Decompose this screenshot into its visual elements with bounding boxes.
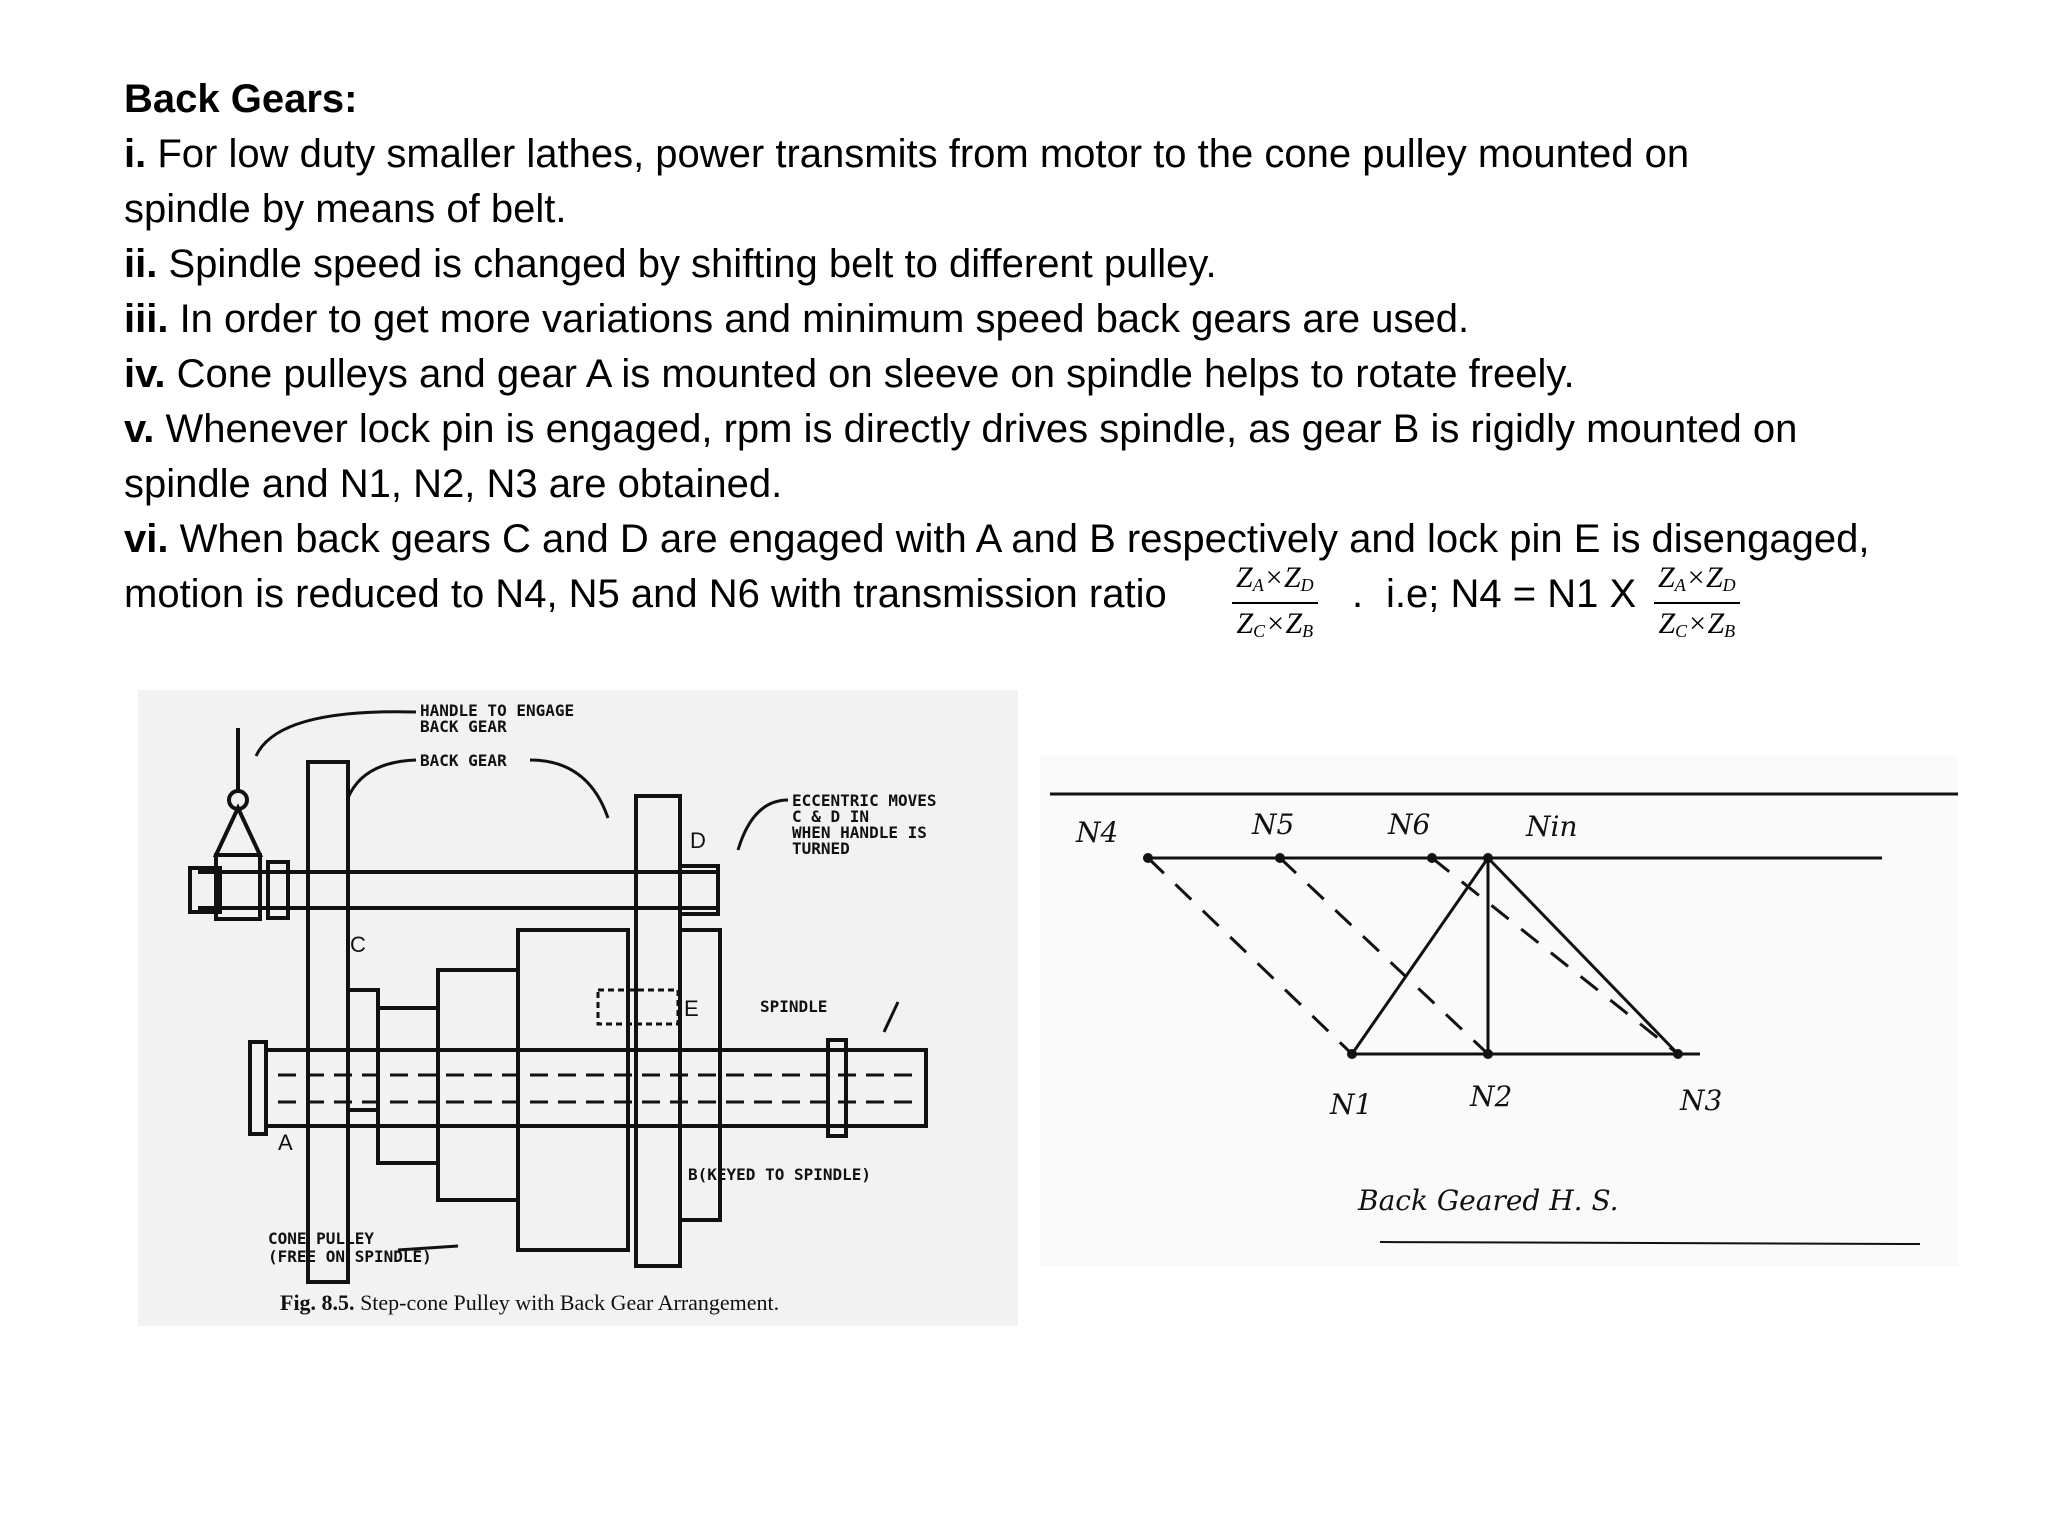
cone-step-2 (438, 970, 518, 1200)
point-text: Whenever lock pin is engaged, rpm is directly drives spindle, as gear B is rigidly mounted on (154, 407, 1798, 451)
label-eccentric-4: TURNED (792, 839, 850, 858)
speed-diagram (1040, 756, 1958, 1266)
ratio-denominator: $Z_C\times Z_B$ (1658, 607, 1736, 641)
label-handle: HANDLE TO ENGAGE (420, 701, 575, 720)
pulley-drawing (138, 690, 1018, 1326)
point-3 (124, 292, 1924, 347)
point-number: iii. (124, 297, 169, 341)
point-text: spindle and N1, N2, N3 are obtained. (124, 462, 783, 506)
label-n1: N1 (1330, 1088, 1373, 1121)
point-number: ii. (124, 242, 158, 286)
heading: Back Gears: (124, 77, 358, 121)
ratio-denominator: $Z_C\times Z_B$ (1236, 607, 1314, 641)
label-n6: N6 (1388, 808, 1431, 841)
label-back-gear: BACK GEAR (420, 751, 507, 770)
gear-c (308, 762, 348, 1282)
label-n3: N3 (1680, 1084, 1723, 1117)
label-e: E (684, 996, 699, 1021)
label-nin: Nin (1526, 810, 1578, 843)
label-c: C (350, 932, 366, 957)
point-number: iv. (124, 352, 166, 396)
ratio-numerator: $Z_A\times Z_D$ (1654, 561, 1740, 604)
label-cone-1: CONE PULLEY (268, 1229, 374, 1248)
point-number: vi. (124, 517, 169, 561)
label-spindle: SPINDLE (760, 997, 828, 1016)
point-text: For low duty smaller lathes, power transmits from motor to the cone pulley mounted on (146, 132, 1690, 176)
point-5-cont (124, 457, 1924, 512)
speed-diagram-figure (1040, 756, 1958, 1266)
main-text (124, 72, 1924, 641)
label-eccentric-2: C & D IN (792, 807, 870, 826)
cone-step-1 (378, 1008, 438, 1163)
ie-text: i.e; N4 = N1 X (1386, 572, 1637, 616)
transmission-ratio (1232, 561, 1318, 651)
label-b-keyed: B(KEYED TO SPINDLE) (688, 1165, 872, 1184)
handle-cone (216, 808, 260, 855)
point-text: Cone pulleys and gear A is mounted on sleeve on spindle helps to rotate freely. (165, 352, 1575, 396)
point-text: spindle by means of belt. (124, 187, 567, 231)
point-text: In order to get more variations and minimum speed back gears are used. (168, 297, 1470, 341)
label-n5: N5 (1252, 808, 1295, 841)
label-eccentric-1: ECCENTRIC MOVES (792, 791, 937, 810)
point-text: When back gears C and D are engaged with A and B respectively and lock pin E is disengaged, (168, 517, 1870, 561)
label-cone-2: (FREE ON SPINDLE) (268, 1247, 432, 1266)
step-cone-pulley-figure (138, 690, 1018, 1326)
label-d: D (690, 828, 706, 853)
label-a: A (278, 1130, 293, 1155)
cone-step-3 (518, 930, 628, 1250)
label-eccentric-3: WHEN HANDLE IS (792, 823, 927, 842)
gear-d (636, 796, 680, 1266)
formula-text: motion is reduced to N4, N5 and N6 with transmission ratio (124, 572, 1167, 616)
ratio-numerator: $Z_A\times Z_D$ (1232, 561, 1318, 604)
point-1-cont (124, 182, 1924, 237)
ie-ratio (1654, 561, 1740, 651)
point-text: Spindle speed is changed by shifting belt to different pulley. (157, 242, 1217, 286)
point-number: v. (124, 407, 155, 451)
label-n4: N4 (1076, 816, 1119, 849)
label-handle-2: BACK GEAR (420, 717, 507, 736)
point-4 (124, 347, 1924, 402)
point-5 (124, 402, 1924, 457)
label-n2: N2 (1470, 1080, 1513, 1113)
point-number: i. (124, 132, 147, 176)
formula-period: . (1352, 572, 1364, 616)
diagram-title: Back Geared H. S. (1358, 1184, 1619, 1217)
point-2 (124, 237, 1924, 292)
point-1 (124, 127, 1924, 182)
figure-caption: Fig. 8.5. Step-cone Pulley with Back Gear Arrangement. (280, 1290, 780, 1315)
formula-line (124, 561, 1924, 641)
point-6 (124, 512, 1924, 567)
